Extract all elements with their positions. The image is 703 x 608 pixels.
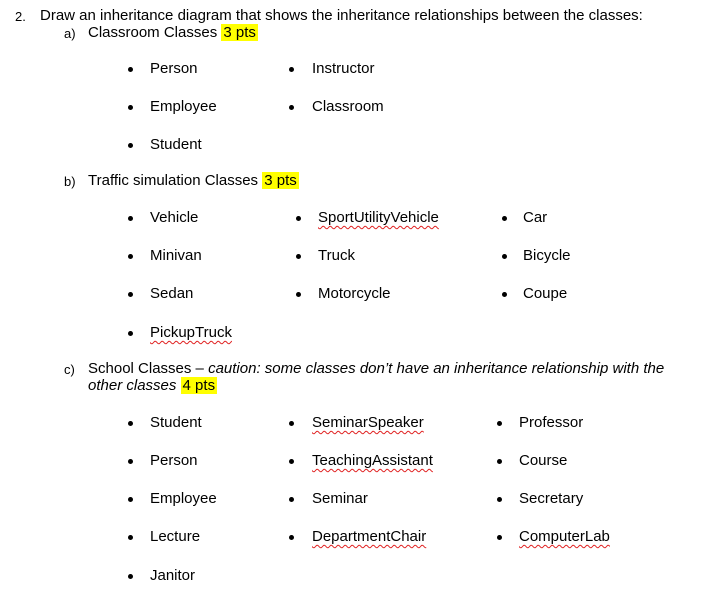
section-c-points: 4 pts	[182, 377, 216, 394]
bullet-icon	[128, 535, 133, 540]
bullet-icon	[128, 497, 133, 502]
section-b-title-text: Traffic simulation Classes	[88, 172, 259, 189]
bullet-icon	[296, 216, 301, 221]
list-item: Person	[150, 60, 198, 77]
section-c-title-text: School Classes –	[88, 360, 204, 377]
list-item: Janitor	[150, 567, 196, 584]
bullet-icon	[128, 105, 133, 110]
section-c-title-line2	[88, 377, 217, 395]
bullet-icon	[128, 421, 133, 426]
bullet-icon	[497, 535, 502, 540]
section-a-label: a)	[64, 26, 76, 41]
bullet-icon	[128, 331, 133, 336]
question-number: 2.	[15, 9, 26, 24]
list-item: Student	[150, 136, 202, 153]
list-item: Employee	[150, 490, 217, 507]
bullet-icon	[128, 67, 133, 72]
section-b-points: 3 pts	[264, 172, 297, 189]
bullet-icon	[502, 292, 507, 297]
bullet-icon	[289, 67, 294, 72]
section-c-title	[88, 360, 664, 378]
bullet-icon	[289, 459, 294, 464]
bullet-icon	[296, 292, 301, 297]
bullet-icon	[289, 105, 294, 110]
bullet-icon	[502, 254, 507, 259]
bullet-icon	[128, 292, 133, 297]
bullet-icon	[502, 216, 507, 221]
list-item: SportUtilityVehicle	[318, 209, 439, 226]
bullet-icon	[497, 421, 502, 426]
bullet-icon	[497, 497, 502, 502]
bullet-icon	[128, 216, 133, 221]
bullet-icon	[128, 254, 133, 259]
section-b-label: b)	[64, 174, 76, 189]
list-item: Employee	[150, 98, 217, 115]
section-a-title	[88, 24, 258, 42]
list-item: Instructor	[312, 60, 375, 77]
section-c-caution-cont: other classes	[88, 377, 177, 394]
list-item: PickupTruck	[150, 324, 232, 341]
bullet-icon	[128, 459, 133, 464]
list-item: SeminarSpeaker	[312, 414, 424, 431]
list-item: Course	[519, 452, 568, 469]
list-item: Vehicle	[150, 209, 199, 226]
list-item: Secretary	[519, 490, 584, 507]
list-item: Car	[523, 209, 548, 226]
list-item: Person	[150, 452, 198, 469]
bullet-icon	[128, 143, 133, 148]
list-item: Professor	[519, 414, 584, 431]
list-item: DepartmentChair	[312, 528, 427, 545]
list-item: Seminar	[312, 490, 368, 507]
section-a-points: 3 pts	[223, 24, 256, 41]
section-a-title-text: Classroom Classes	[88, 24, 218, 41]
list-item: Truck	[318, 247, 355, 264]
list-item: Classroom	[312, 98, 384, 115]
list-item: Sedan	[150, 285, 194, 302]
bullet-icon	[289, 421, 294, 426]
section-b-title	[88, 172, 299, 190]
list-item: TeachingAssistant	[312, 452, 433, 469]
list-item: Motorcycle	[318, 285, 391, 302]
bullet-icon	[289, 497, 294, 502]
list-item: ComputerLab	[519, 528, 610, 545]
question-text: Draw an inheritance diagram that shows the inheritance relationships between the classes:	[40, 7, 643, 24]
section-c-label: c)	[64, 362, 75, 377]
section-c-caution: caution: some classes don’t have an inheritance relationship with the	[208, 360, 665, 377]
bullet-icon	[289, 535, 294, 540]
list-item: Student	[150, 414, 202, 431]
bullet-icon	[296, 254, 301, 259]
list-item: Minivan	[150, 247, 202, 264]
bullet-icon	[128, 574, 133, 579]
bullet-icon	[497, 459, 502, 464]
list-item: Bicycle	[523, 247, 571, 264]
list-item: Lecture	[150, 528, 201, 545]
list-item: Coupe	[523, 285, 568, 302]
